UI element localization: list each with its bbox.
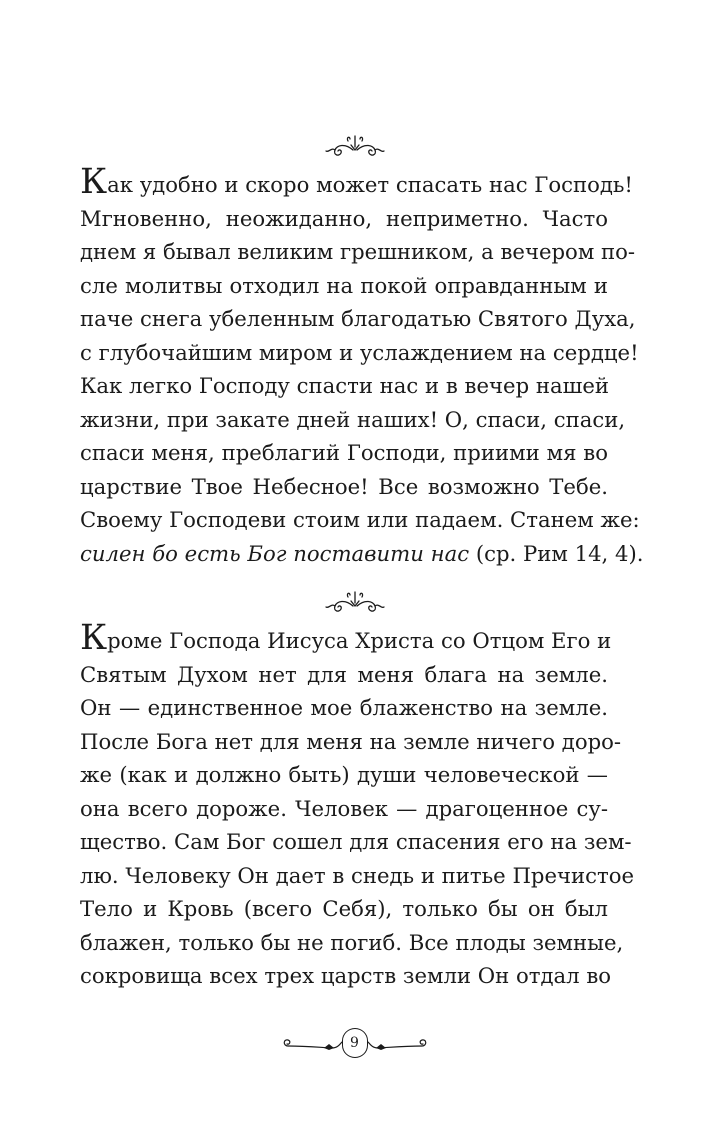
text-line: Святым Духом нет для меня блага на земле. [80,661,608,687]
text-line: лю. Человеку Он дает в снедь и питье Пречистое [80,862,635,888]
drop-cap: К [80,618,108,658]
text-line: сле молитвы отходил на покой оправданным и [80,272,608,298]
text-line: спаси меня, преблагий Господи, приими мя во [80,440,608,465]
flourish-ornament-icon [323,133,387,161]
text-line: роме Господа Иисуса Христа со Отцом Его и [107,628,612,653]
text-line: она всего дороже. Человек — драгоценное су- [80,795,608,821]
scripture-quote: силен бо есть Бог поставити нас [80,540,470,566]
page-number: 9 [342,1028,368,1058]
paragraph-section-2 [80,618,635,993]
text-line: После Бога нет для меня на земле ничего доро- [80,728,622,754]
text-line: сокровища всех трех царств земли Он отдал во [80,963,612,988]
drop-cap: К [80,162,108,202]
text-line: Своему Господеви стоим или падаем. Станем же: [80,507,640,532]
text-line: блажен, только бы не погиб. Все плоды земные, [80,929,624,955]
text-line: царствие Твое Небесное! Все возможно Тебе. [80,473,608,499]
text-line: Мгновенно, неожиданно, неприметно. Часто [80,205,608,231]
scripture-reference: (ср. Рим 14, 4). [469,540,644,566]
text-line: ак удобно и скоро может спасать нас Господь! [107,172,633,197]
text-line: с глубочайшим миром и услаждением на сердце! [80,339,639,365]
paragraph-section-1 [80,162,644,570]
text-line: Как легко Господу спасти нас и в вечер нашей [80,373,609,398]
text-line: жизни, при закате дней наших! О, спаси, спаси, [80,406,626,432]
text-line: паче снега убеленным благодатью Святого Духа, [80,306,636,331]
text-line: щество. Сам Бог сошел для спасения его на зем- [80,829,632,854]
flourish-ornament-icon [323,589,387,617]
text-line: днем я бывал великим грешником, а вечером по- [80,239,636,264]
text-line: Он — единственное мое блаженство на земле. [80,695,608,720]
page-footer [280,1024,430,1060]
text-line: Тело и Кровь (всего Себя), только бы он был [80,896,608,921]
text-line: же (как и должно быть) души человеческой — [80,762,608,787]
